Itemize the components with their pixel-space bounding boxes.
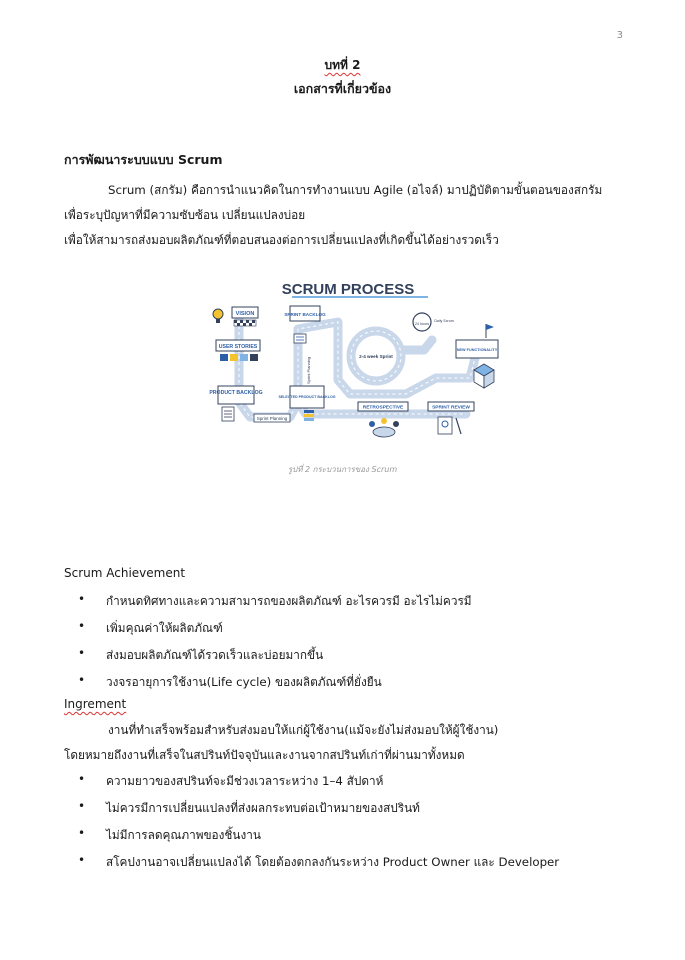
bullet-icon: • bbox=[78, 646, 86, 660]
increment-line-1: งานที่ทำเสร็จพร้อมสำหรับส่งมอบให้แก่ผู้ใช้งาน(แม้จะยังไม่ส่งมอบให้ผู้ใช้งาน) bbox=[108, 723, 499, 737]
intro-line-1: Scrum (สกรัม) คือการนำแนวคิดในการทำงานแบบ Agile (อไจล์) มาปฏิบัติตามขั้นตอนของสกรัม bbox=[108, 183, 603, 197]
intro-line-2: เพื่อระบุปัญหาที่มีความซับซ้อน เปลี่ยนแปลงบ่อย bbox=[64, 208, 306, 222]
chapter-label: บทที่ 2 bbox=[324, 58, 361, 72]
intro-line-3: เพื่อให้สามารถส่งมอบผลิตภัณฑ์ที่ตอบสนองต่อการเปลี่ยนแปลงที่เกิดขึ้นได้อย่างรวดเร็ว bbox=[64, 233, 499, 247]
selected-backlog-label: SELECTED PRODUCT BACKLOG bbox=[278, 395, 336, 399]
daily-scrum-label: Daily Scrum bbox=[434, 319, 454, 323]
figure-caption: รูปที่ 2 กระบวนการของ Scrum bbox=[287, 465, 398, 474]
page-number: 3 bbox=[616, 30, 623, 41]
sprint-backlog-label: SPRINT BACKLOG bbox=[284, 312, 326, 317]
sprint-cycle-label: 2-4 week Sprint bbox=[359, 354, 393, 359]
hours-label: 24 hours bbox=[415, 322, 429, 326]
increment-heading: Ingrement bbox=[64, 697, 127, 711]
vision-icon bbox=[213, 309, 223, 323]
retrospective-label: RETROSPECTIVE bbox=[362, 405, 404, 411]
sprint-planning-label: Sprint Planning bbox=[256, 416, 288, 421]
bullet-icon: • bbox=[78, 619, 86, 633]
bullet-icon: • bbox=[78, 853, 86, 867]
checkered-flag-icon bbox=[234, 320, 256, 326]
increment-line-2: โดยหมายถึงงานที่เสร็จในสปรินท์ปัจจุบันและงานจากสปรินท์เก่าที่ผ่านมาทั้งหมด bbox=[64, 748, 465, 762]
bullet-icon: • bbox=[78, 799, 86, 813]
scrum-process-figure bbox=[206, 274, 502, 450]
bullet-icon: • bbox=[78, 772, 86, 786]
achievement-heading: Scrum Achievement bbox=[64, 566, 186, 580]
backlog-list-icon bbox=[222, 407, 234, 421]
flag-icon bbox=[486, 324, 494, 338]
bullet-icon: • bbox=[78, 673, 86, 687]
chapter-title: เอกสารที่เกี่ยวข้อง bbox=[293, 81, 392, 96]
bullet-icon: • bbox=[78, 826, 86, 840]
new-functionality-label: NEW FUNCTIONALITY bbox=[456, 348, 498, 352]
stack-icon bbox=[304, 410, 314, 421]
figure-title: SCRUM PROCESS bbox=[281, 281, 415, 298]
section-heading: การพัฒนาระบบแบบ Scrum bbox=[64, 152, 223, 167]
sprint-review-label: SPRINT REVIEW bbox=[432, 405, 470, 411]
cards-icon bbox=[294, 334, 306, 343]
bullet-icon: • bbox=[78, 592, 86, 606]
vision-label: VISION bbox=[235, 311, 255, 317]
review-board-icon bbox=[438, 417, 461, 434]
product-backlog-label: PRODUCT BACKLOG bbox=[209, 390, 263, 396]
meeting-icon bbox=[369, 418, 399, 437]
user-stories-label: USER STORIES bbox=[218, 344, 258, 350]
sprint-planning-vertical-label: Sprint Planning bbox=[306, 356, 311, 384]
